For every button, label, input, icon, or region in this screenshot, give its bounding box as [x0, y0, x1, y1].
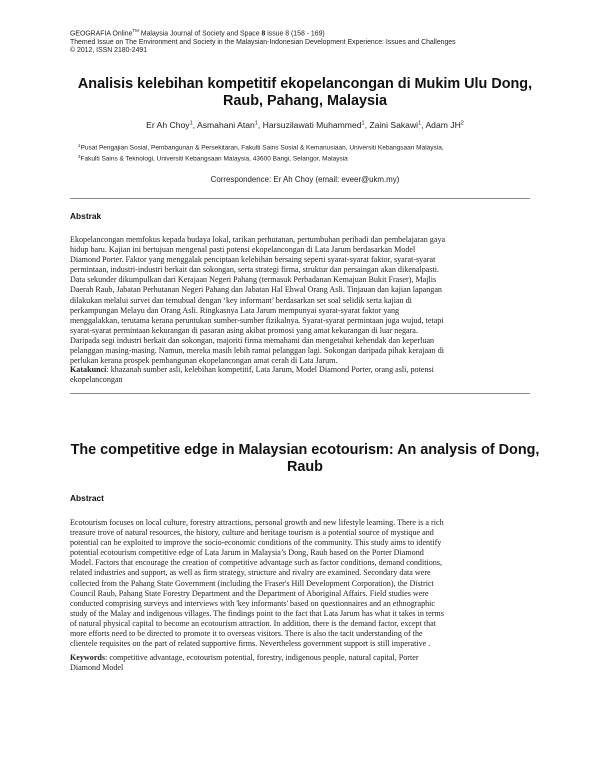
affiliation-1: $^1$Pusat Pengajian Sosial, Pembangunan & Persekitaran, Fakulti Sains Sosial & Kemanusiaan, Universiti Kebangsaan Malaysia,: [78, 143, 444, 152]
themed-issue-line: Themed Issue on The Environment and Society in the Malaysian-Indonesian Development Experience: Issues and Challenges: [70, 38, 456, 46]
abstract-body: Ecotourism focuses on local culture, forestry attractions, personal growth and new lifestyle learning. There is a rich treasure trove of natural resources, the history, culture and heritage tourism is a potential source of mystique and potential can be exploited to improve the socio-economic conditions of the community. This study aims to identify potential ecotourism competitive edge of Lata Jarum in Malaysia’s Dong, Raub based on the Porter Diamond Model. Factors that encourage the creation of competitive advantage such as factor conditions, demand conditions, related industries and support, as well as firm strategy, structure and rivalry are examined. Secondary data were collected from the Pahang State Government (including the Fraser's Hill Development Corporation), the District Council Raub, Pahang State Forestry Department and the Department of Aboriginal Affairs. Field studies were conducted comprising surveys and interviews with 'key informants' based on questionnaires and an ethnographic study of the Malay and indigenous villages. The findings point to the fact that Lata Jarum has what it takes in terms of natural physical capital to become an ecotourism attraction. In addition, there is the demand factor, except that more efforts need to be directed to promote it to overseas visitors. There is also the tacit understanding of the clientele requisites on the part of related supportive firms. Nevertheless government support is still imperative .: [70, 518, 444, 649]
affiliations: [78, 142, 538, 163]
keywords-label: Keywords: [70, 653, 106, 662]
english-title: The competitive edge in Malaysian ecotourism: An analysis of Dong, Raub: [70, 442, 540, 475]
author-name: Asmahani Atan: [196, 120, 255, 130]
keywords: Keywords: competitive advantage, ecotourism potential, forestry, indigenous people, natural capital, Porter Diamond Model: [70, 653, 419, 673]
divider: [70, 198, 530, 199]
author-name: Harsuzilawati Muhammed: [262, 120, 362, 130]
author-name: Zaini Sakawi: [369, 120, 419, 130]
author-list: Er Ah Choy$^1$, Asmahani Atan$^1$, Harsuzilawati Muhammed$^1$, Zaini Sakawi$^1$, Adam $JH^2$: [146, 120, 464, 130]
journal-line: GEOGRAFIA Online™ Malaysia Journal of Society and Space 8 issue 8 (158 - 169): [70, 28, 325, 38]
malay-title: Analisis kelebihan kompetitif ekopelancongan di Mukim Ulu Dong, Raub, Pahang, Malaysia: [77, 76, 533, 109]
author-name: Er Ah Choy: [146, 120, 190, 130]
katakunci: Katakunci: khazanah sumber asli, kelebihan kompetitif, Lata Jarum, Model Diamond Porter, orang asli, potensi ekopelancongan: [70, 365, 434, 385]
abstrak-heading: Abstrak: [70, 211, 102, 221]
abstract-heading: Abstract: [70, 493, 104, 503]
divider: [70, 393, 530, 394]
katakunci-label: Katakunci: [70, 365, 107, 374]
affiliation-2: $^2$Fakulti Sains & Teknologi, Universiti Kebangsaan Malaysia, 43600 Bangi, Selangor, Malaysia: [78, 153, 348, 163]
correspondence: Correspondence: Er Ah Choy (email: eveer@ukm.my): [210, 175, 400, 184]
author-name: Adam JH: [425, 120, 461, 130]
abstrak-body: Ekopelancongan memfokus kepada budaya lokal, tarikan perhutanan, pertumbuhan peribadi dan pembelajaran gaya hidup baru. Kajian ini bertujuan mengenal pasti potensi ekopelancongan di Lata Jarum berdasarkan Model Diamond Porter. Faktor yang menggalak penciptaan kelebihan bersaing seperti syarat-syarat faktor, syarat-syarat permintaan, industri-industri berkait dan sokongan, serta strategi firma, struktur dan persaingan akan dikenalpasti. Data sekunder dikumpulkan dari Kerajaan Negeri Pahang (termasuk Perbadanan Kemajuan Bukit Fraser), Majlis Daerah Raub, Jabatan Perhutanan Negeri Pahang dan Jabatan Hal Ehwal Orang Asli. Tinjauan dan kajian lapangan dilakukan melalui survei dan temubual dengan ‘key informant’ berdasarkan set soal selidik serta kajian di perkampungan Melayu dan Orang Asli. Ringkasnya Lata Jarum mempunyai syarat-syarat faktor yang menggalakkan, terutama kerana peruntukan sumber-sumber fizikalnya. Syarat-syarat permintaan juga wujud, tetapi syarat-syarat permintaan kekurangan di pasaran asing akibat promosi yang amat kekurangan di luar negara. Daripada segi industri berkait dan sokongan, majoriti firma memahami dan mengetahui kehendak dan keperluan pelanggan masing-masing. Namun, mereka masih lebih ramai pelanggan lagi. Sokongan daripada pihak kerajaan di perlukan kerana prospek pembangunan ekopelancongan amat cerah di Lata Jarum.: [70, 235, 446, 366]
journal-header: [70, 27, 540, 56]
copyright-line: © 2012, ISSN 2180-2491: [70, 47, 148, 55]
